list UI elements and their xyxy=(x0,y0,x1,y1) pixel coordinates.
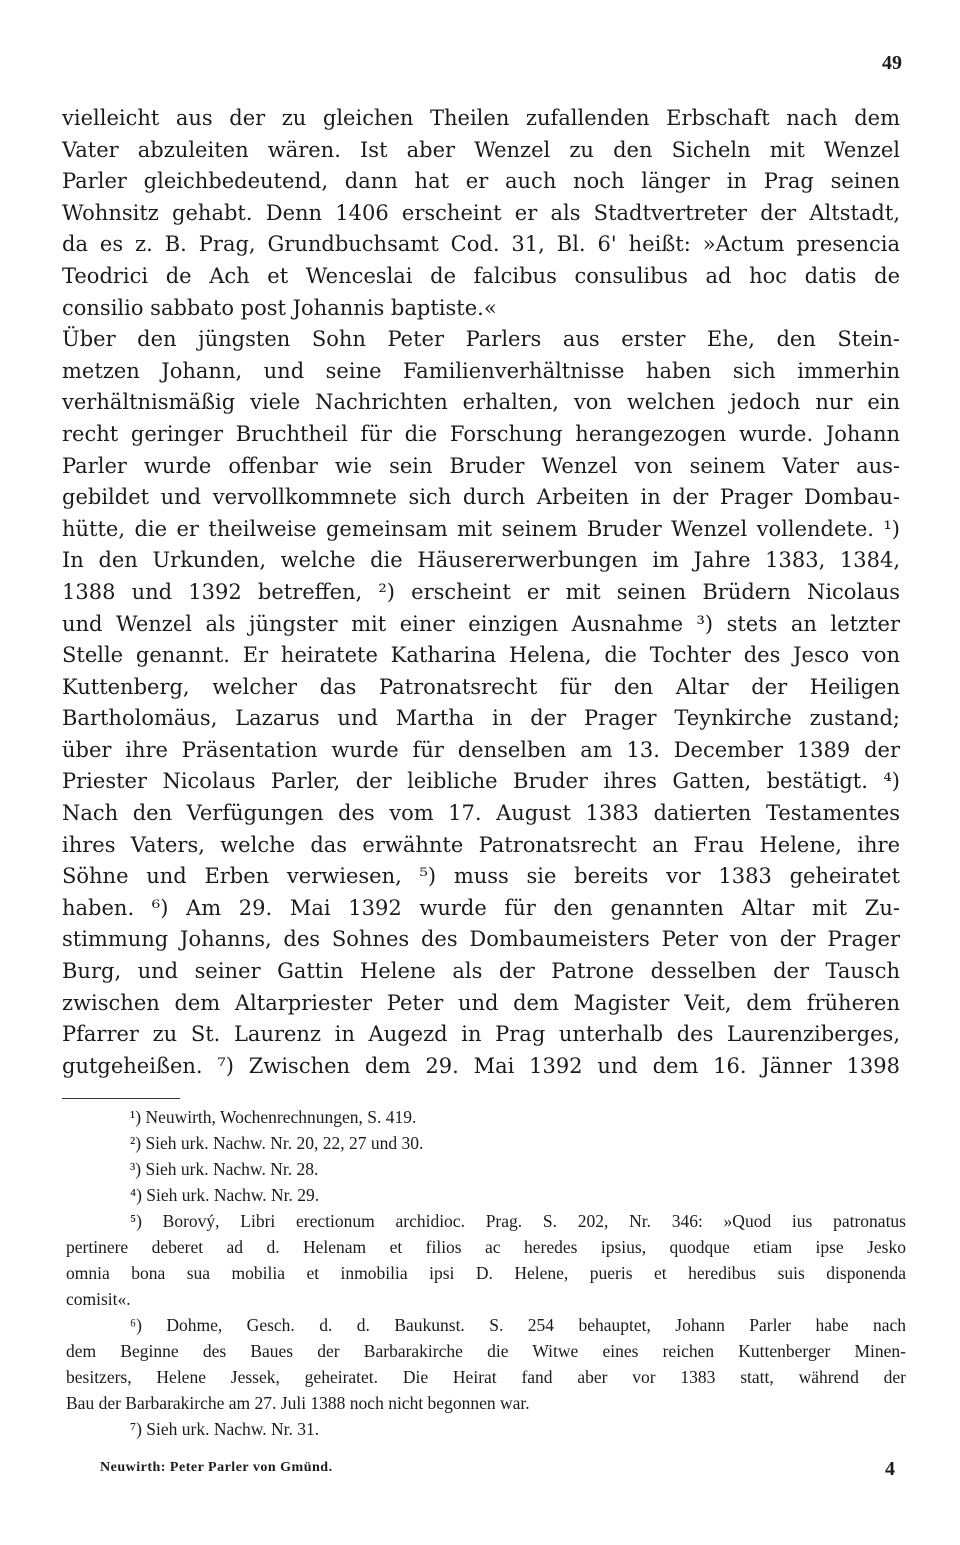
footnote-line: ³) Sieh urk. Nachw. Nr. 28. xyxy=(130,1159,319,1179)
text-line: Wohnsitz gehabt. Denn 1406 erscheint er als Stadtvertreter der Altstadt, xyxy=(62,200,900,225)
footnote-divider xyxy=(62,1098,180,1099)
main-text xyxy=(62,103,900,1082)
text-line: In den Urkunden, welche die Häusererwerbungen im Jahre 1383, 1384, xyxy=(62,548,900,573)
text-line: Bartholomäus, Lazarus und Martha in der Prager Teynkirche zustand; xyxy=(62,706,900,731)
footnote-line: ⁶) Dohme, Gesch. d. d. Baukunst. S. 254 behauptet, Johann Parler habe nach xyxy=(130,1315,906,1335)
text-line: Parler gleichbedeutend, dann hat er auch noch länger in Prag seinen xyxy=(62,169,900,194)
text-line: verhältnismäßig viele Nachrichten erhalten, von welchen jedoch nur ein xyxy=(62,390,900,415)
text-line: Nach den Verfügungen des vom 17. August 1383 datierten Testamentes xyxy=(62,801,900,826)
text-line: metzen Johann, und seine Familienverhältnisse haben sich immerhin xyxy=(62,358,900,383)
footnote-line: omnia bona sua mobilia et inmobilia ipsi D. Helene, pueris et heredibus suis disponenda xyxy=(66,1263,906,1283)
footnote-line: dem Beginne des Baues der Barbarakirche die Witwe eines reichen Kuttenberger Minen- xyxy=(66,1341,906,1361)
text-line: Vater abzuleiten wären. Ist aber Wenzel zu den Sicheln mit Wenzel xyxy=(62,137,900,162)
text-line: Über den jüngsten Sohn Peter Parlers aus erster Ehe, den Stein- xyxy=(62,327,900,352)
text-line: 1388 und 1392 betreffen, ²) erscheint er mit seinen Brüdern Nicolaus xyxy=(62,579,900,604)
text-line: Stelle genannt. Er heiratete Katharina Helena, die Tochter des Jesco von xyxy=(62,643,900,668)
text-line: consilio sabbato post Johannis baptiste.« xyxy=(62,295,497,320)
footnote-line: ¹) Neuwirth, Wochenrechnungen, S. 419. xyxy=(130,1107,417,1127)
footnote-line: ⁵) Borový, Libri erectionum archidioc. Prag. S. 202, Nr. 346: »Quod ius patronatus xyxy=(130,1211,906,1231)
text-line: Teodrici de Ach et Wenceslai de falcibus consulibus ad hoc datis de xyxy=(62,263,900,288)
text-line: stimmung Johanns, des Sohnes des Dombaumeisters Peter von der Prager xyxy=(62,927,900,952)
text-line: vielleicht aus der zu gleichen Theilen zufallenden Erbschaft nach dem xyxy=(62,106,900,130)
text-line: zwischen dem Altarpriester Peter und dem Magister Veit, dem früheren xyxy=(62,990,900,1015)
text-line: ihres Vaters, welche das erwähnte Patronatsrecht an Frau Helene, ihre xyxy=(62,832,900,857)
text-line: Parler wurde offenbar wie sein Bruder Wenzel von seinem Vater aus- xyxy=(62,453,900,478)
text-line: und Wenzel als jüngster mit einer einzigen Ausnahme ³) stets an letzter xyxy=(62,611,900,636)
text-line: hütte, die er theilweise gemeinsam mit seinem Bruder Wenzel vollendete. ¹) xyxy=(62,516,900,541)
text-line: haben. ⁶) Am 29. Mai 1392 wurde für den genannten Altar mit Zu- xyxy=(62,895,900,920)
signature-mark: 4 xyxy=(885,1458,895,1480)
page-footer xyxy=(100,1456,905,1480)
text-line: Söhne und Erben verwiesen, ⁵) muss sie bereits vor 1383 geheiratet xyxy=(62,864,900,889)
text-line: gutgeheißen. ⁷) Zwischen dem 29. Mai 1392 und dem 16. Jänner 1398 xyxy=(62,1053,900,1078)
footnote-line: ⁴) Sieh urk. Nachw. Nr. 29. xyxy=(130,1185,320,1205)
text-line: Pfarrer zu St. Laurenz in Augezd in Prag unterhalb des Laurenziberges, xyxy=(62,1022,900,1047)
text-line: Kuttenberg, welcher das Patronatsrecht für den Altar der Heiligen xyxy=(62,674,900,699)
footnote-line: besitzers, Helene Jessek, geheiratet. Die Heirat fand aber vor 1383 statt, während der xyxy=(66,1367,906,1387)
page-number: 49 xyxy=(882,52,902,74)
text-line: Priester Nicolaus Parler, der leibliche Bruder ihres Gatten, bestätigt. ⁴) xyxy=(62,769,900,794)
footnotes xyxy=(66,1104,906,1442)
text-line: über ihre Präsentation wurde für denselben am 13. December 1389 der xyxy=(62,737,900,762)
running-title: Neuwirth: Peter Parler von Gmünd. xyxy=(100,1460,333,1475)
footnote-line: comisit«. xyxy=(66,1289,131,1309)
footnote-line: ⁷) Sieh urk. Nachw. Nr. 31. xyxy=(130,1419,320,1439)
footnote-line: ²) Sieh urk. Nachw. Nr. 20, 22, 27 und 30. xyxy=(130,1133,424,1153)
text-line: da es z. B. Prag, Grundbuchsamt Cod. 31, Bl. 6' heißt: »Actum presencia xyxy=(62,232,900,257)
text-line: Burg, und seiner Gattin Helene als der Patrone desselben der Tausch xyxy=(62,959,900,984)
text-line: gebildet und vervollkommnete sich durch Arbeiten in der Prager Dombau- xyxy=(62,485,900,510)
text-line: recht geringer Bruchtheil für die Forschung herangezogen wurde. Johann xyxy=(62,421,900,446)
footnote-line: Bau der Barbarakirche am 27. Juli 1388 noch nicht begonnen war. xyxy=(66,1393,530,1413)
footnote-line: pertinere deberet ad d. Helenam et filios ac heredes ipsius, quodque etiam ipse Jesko xyxy=(66,1237,906,1257)
